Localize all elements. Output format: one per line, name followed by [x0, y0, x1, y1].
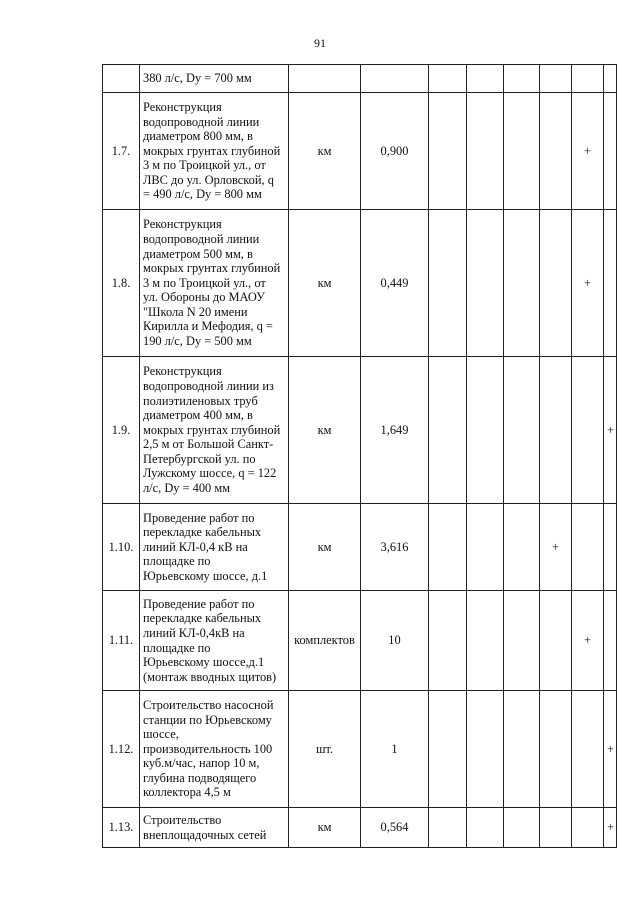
works-table: [102, 64, 617, 848]
table-row: [103, 65, 617, 93]
unit-cell: км: [289, 93, 361, 210]
schedule-mark-cell: [572, 65, 604, 93]
unit-cell: км: [289, 504, 361, 591]
quantity-cell: 0,449: [361, 210, 429, 357]
schedule-mark-cell: [504, 65, 540, 93]
quantity-cell: [361, 65, 429, 93]
schedule-mark-cell: [467, 591, 504, 691]
unit-cell: км: [289, 808, 361, 848]
quantity-cell: 0,900: [361, 93, 429, 210]
schedule-mark-cell: [504, 691, 540, 808]
schedule-mark-cell: [467, 691, 504, 808]
row-number: 1.9.: [103, 357, 140, 504]
schedule-mark-cell: +: [604, 691, 617, 808]
row-number: [103, 65, 140, 93]
work-description: Реконструкция водопроводной линии диаметром 800 мм, в мокрых грунтах глубиной 3 м по Троицкой ул., от ЛВС до ул. Орловской, q = 490 л/с, Dy = 800 мм: [140, 93, 289, 210]
schedule-mark-cell: [429, 808, 467, 848]
page-number: 91: [314, 36, 326, 50]
row-number: 1.13.: [103, 808, 140, 848]
schedule-mark-cell: [504, 210, 540, 357]
schedule-mark-cell: [467, 808, 504, 848]
work-description: 380 л/с, Dy = 700 мм: [140, 65, 289, 93]
schedule-mark-cell: [540, 691, 572, 808]
schedule-mark-cell: [429, 210, 467, 357]
schedule-mark-cell: [467, 504, 504, 591]
schedule-mark-cell: [429, 357, 467, 504]
table-row: [103, 591, 617, 691]
schedule-mark-cell: +: [572, 93, 604, 210]
schedule-mark-cell: [604, 591, 617, 691]
schedule-mark-cell: +: [572, 591, 604, 691]
schedule-mark-cell: [504, 504, 540, 591]
quantity-cell: 1,649: [361, 357, 429, 504]
work-description: Строительство внеплощадочных сетей: [140, 808, 289, 848]
schedule-mark-cell: [540, 591, 572, 691]
schedule-mark-cell: [429, 691, 467, 808]
schedule-mark-cell: +: [540, 504, 572, 591]
work-description: Реконструкция водопроводной линии из полиэтиленовых труб диаметром 400 мм, в мокрых грунтах глубиной 2,5 м от Большой Санкт- Петербургской ул. по Лужскому шоссе, q = 122 л/с, Dy = 400 мм: [140, 357, 289, 504]
row-number: 1.8.: [103, 210, 140, 357]
table-row: [103, 504, 617, 591]
work-description: Реконструкция водопроводной линии диаметром 500 мм, в мокрых грунтах глубиной 3 м по Троицкой ул., от ул. Обороны до МАОУ "Школа N 20 имени Кирилла и Мефодия, q = 190 л/с, Dy = 500 мм: [140, 210, 289, 357]
schedule-mark-cell: [540, 357, 572, 504]
schedule-mark-cell: [429, 65, 467, 93]
unit-cell: шт.: [289, 691, 361, 808]
schedule-mark-cell: [540, 93, 572, 210]
schedule-mark-cell: [604, 65, 617, 93]
quantity-cell: 10: [361, 591, 429, 691]
schedule-mark-cell: [572, 808, 604, 848]
schedule-mark-cell: [467, 93, 504, 210]
schedule-mark-cell: [540, 65, 572, 93]
table-row: [103, 691, 617, 808]
schedule-mark-cell: [540, 210, 572, 357]
row-number: 1.12.: [103, 691, 140, 808]
quantity-cell: 0,564: [361, 808, 429, 848]
unit-cell: км: [289, 210, 361, 357]
schedule-mark-cell: [429, 591, 467, 691]
schedule-mark-cell: +: [604, 808, 617, 848]
schedule-mark-cell: +: [572, 210, 604, 357]
schedule-mark-cell: [467, 65, 504, 93]
row-number: 1.7.: [103, 93, 140, 210]
schedule-mark-cell: [504, 93, 540, 210]
schedule-mark-cell: [572, 357, 604, 504]
unit-cell: км: [289, 357, 361, 504]
schedule-mark-cell: [540, 808, 572, 848]
schedule-mark-cell: [504, 808, 540, 848]
schedule-mark-cell: [467, 357, 504, 504]
schedule-mark-cell: [429, 504, 467, 591]
schedule-mark-cell: [604, 93, 617, 210]
table-row: [103, 210, 617, 357]
schedule-mark-cell: [604, 504, 617, 591]
schedule-mark-cell: [604, 210, 617, 357]
unit-cell: [289, 65, 361, 93]
schedule-mark-cell: [572, 691, 604, 808]
row-number: 1.10.: [103, 504, 140, 591]
schedule-mark-cell: [467, 210, 504, 357]
work-description: Проведение работ по перекладке кабельных линий КЛ-0,4 кВ на площадке по Юрьевскому шоссе, д.1: [140, 504, 289, 591]
work-description: Строительство насосной станции по Юрьевскому шоссе, производительность 100 куб.м/час, напор 10 м, глубина подводящего коллектора 4,5 м: [140, 691, 289, 808]
table-row: [103, 93, 617, 210]
schedule-mark-cell: [429, 93, 467, 210]
work-description: Проведение работ по перекладке кабельных линий КЛ-0,4кВ на площадке по Юрьевскому шоссе,д.1 (монтаж вводных щитов): [140, 591, 289, 691]
quantity-cell: 3,616: [361, 504, 429, 591]
quantity-cell: 1: [361, 691, 429, 808]
row-number: 1.11.: [103, 591, 140, 691]
table-row: [103, 808, 617, 848]
table-row: [103, 357, 617, 504]
schedule-mark-cell: [504, 591, 540, 691]
schedule-mark-cell: [504, 357, 540, 504]
unit-cell: комплектов: [289, 591, 361, 691]
schedule-mark-cell: +: [604, 357, 617, 504]
schedule-mark-cell: [572, 504, 604, 591]
